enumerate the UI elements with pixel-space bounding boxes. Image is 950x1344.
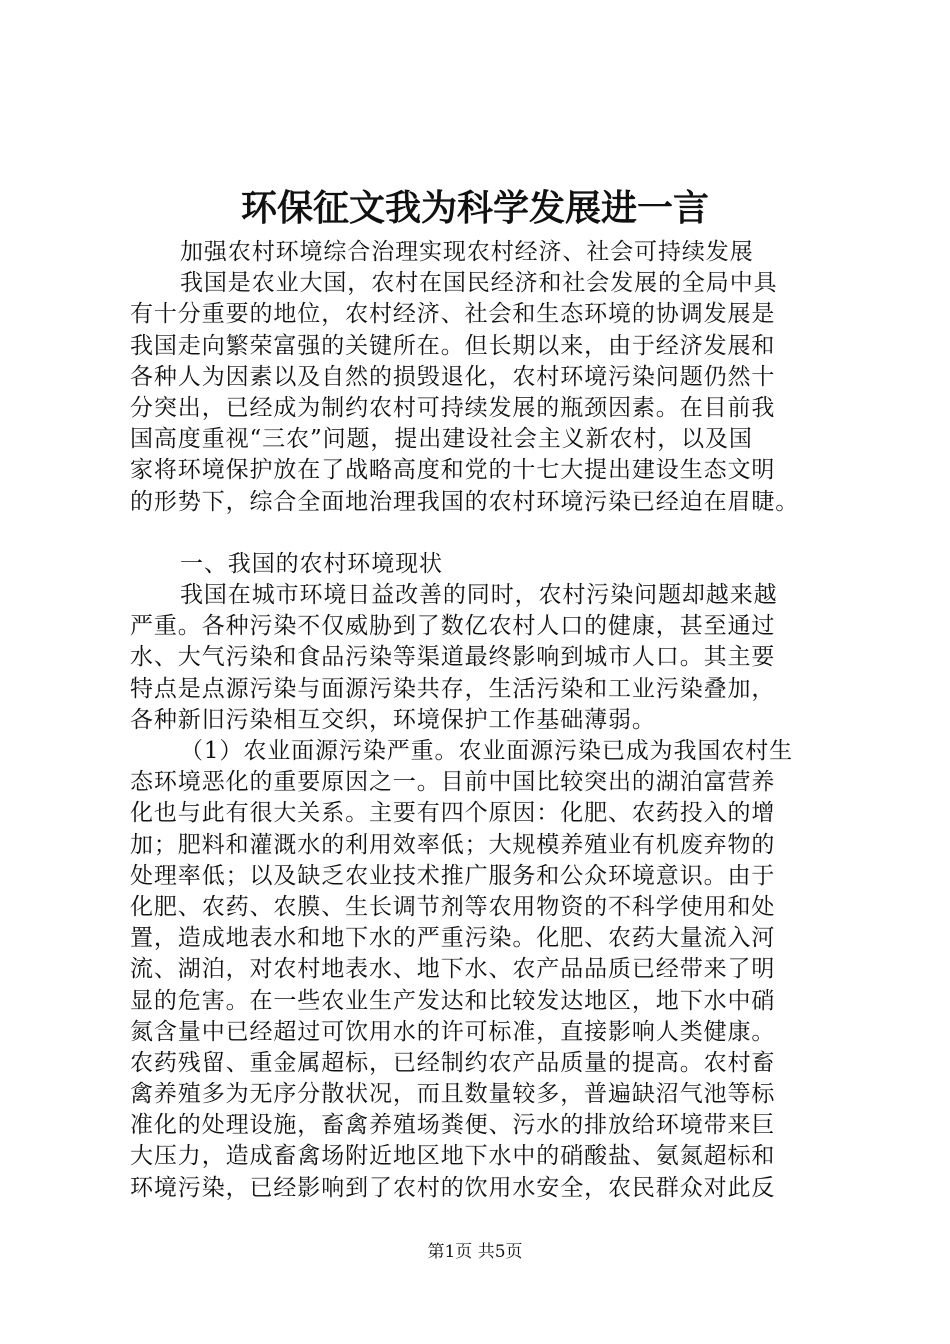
text-line: 处理率低；以及缺乏农业技术推广服务和公众环境意识。由于 xyxy=(130,862,776,889)
text-line: 的形势下，综合全面地治理我国的农村环境污染已经迫在眉睫。 xyxy=(130,488,800,515)
text-line: 我国是农业大国，农村在国民经济和社会发展的全局中具 xyxy=(180,270,778,297)
text-line: 严重。各种污染不仅威胁到了数亿农村人口的健康，甚至通过 xyxy=(130,613,776,640)
text-line: 置，造成地表水和地下水的严重污染。化肥、农药大量流入河 xyxy=(130,925,776,952)
page-footer: 第1页 共5页 xyxy=(427,1242,523,1262)
text-line: 禽养殖多为无序分散状况，而且数量较多，普遍缺沼气池等标 xyxy=(130,1081,776,1108)
text-line: 态环境恶化的重要原因之一。目前中国比较突出的湖泊富营养 xyxy=(130,769,776,796)
text-line: 化肥、农药、农膜、生长调节剂等农用物资的不科学使用和处 xyxy=(130,893,776,920)
text-line: 环境污染，已经影响到了农村的饮用水安全，农民群众对此反 xyxy=(130,1174,776,1201)
text-line: 有十分重要的地位，农村经济、社会和生态环境的协调发展是 xyxy=(130,301,776,328)
text-line: 水、大气污染和食品污染等渠道最终影响到城市人口。其主要 xyxy=(130,644,776,671)
text-line: 显的危害。在一些农业生产发达和比较发达地区，地下水中硝 xyxy=(130,987,776,1014)
text-line: 分突出，已经成为制约农村可持续发展的瓶颈因素。在目前我 xyxy=(130,394,776,421)
text-line: （1）农业面源污染严重。农业面源污染已成为我国农村生 xyxy=(180,738,794,764)
text-line: 氮含量中已经超过可饮用水的许可标准，直接影响人类健康。 xyxy=(130,1018,776,1045)
text-line: 国高度重视“三农”问题，提出建设社会主义新农村，以及国 xyxy=(130,426,753,453)
document-body xyxy=(130,237,830,1204)
text-line: 特点是点源污染与面源污染共存，生活污染和工业污染叠加， xyxy=(130,675,776,702)
text-line: 加强农村环境综合治理实现农村经济、社会可持续发展 xyxy=(180,239,754,265)
text-line: 准化的处理设施，畜禽养殖场粪便、污水的排放给环境带来巨 xyxy=(130,1112,776,1139)
text-line: 流、湖泊，对农村地表水、地下水、农产品品质已经带来了明 xyxy=(130,956,776,983)
text-line: 农药残留、重金属超标，已经制约农产品质量的提高。农村畜 xyxy=(130,1049,776,1076)
document-title: 环保征文我为科学发展进一言 xyxy=(240,187,709,229)
blank-line xyxy=(130,518,830,549)
text-line: 我国在城市环境日益改善的同时，农村污染问题却越来越 xyxy=(180,582,778,609)
text-line: 我国走向繁荣富强的关键所在。但长期以来，由于经济发展和 xyxy=(130,332,776,359)
text-line: 一、我国的农村环境现状 xyxy=(180,550,443,577)
text-line: 大压力，造成畜禽场附近地区地下水中的硝酸盐、氨氮超标和 xyxy=(130,1143,776,1170)
text-line: 加；肥料和灌溉水的利用效率低；大规模养殖业有机废弃物的 xyxy=(130,831,776,858)
text-line: 化也与此有很大关系。主要有四个原因：化肥、农药投入的增 xyxy=(130,800,776,827)
text-line: 各种人为因素以及自然的损毁退化，农村环境污染问题仍然十 xyxy=(130,363,776,390)
text-line: 家将环境保护放在了战略高度和党的十七大提出建设生态文明 xyxy=(130,457,776,484)
text-line: 各种新旧污染相互交织，环境保护工作基础薄弱。 xyxy=(130,706,656,733)
